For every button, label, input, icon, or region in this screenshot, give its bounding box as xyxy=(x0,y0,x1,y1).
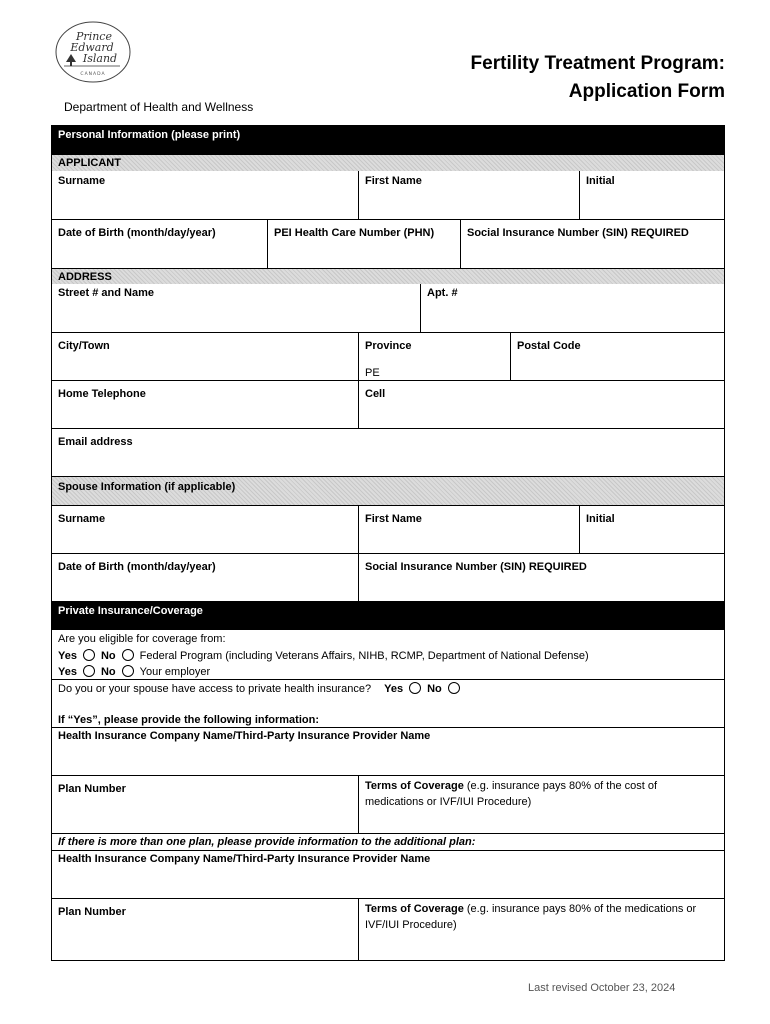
spouse-sin-label: Social Insurance Number (SIN) REQUIRED xyxy=(365,561,587,573)
logo-word-2: Edward xyxy=(70,41,114,54)
eligibility-question: Are you eligible for coverage from: xyxy=(58,633,226,645)
terms-of-coverage-2-example: (e.g. insurance pays 80% of the medications or IVF/IUI Procedure) xyxy=(365,903,697,931)
spouse-surname-label: Surname xyxy=(58,513,106,525)
applicant-surname-field[interactable] xyxy=(52,171,358,219)
plan-number-field[interactable] xyxy=(52,775,358,833)
title-line-2: Application Form xyxy=(568,81,725,102)
insurance-company-2-field[interactable] xyxy=(52,850,724,898)
email-field[interactable] xyxy=(52,428,724,476)
spouse-dob-label: Date of Birth (month/day/year) xyxy=(58,561,216,573)
tree-icon xyxy=(66,54,76,66)
logo-word-4: CANADA xyxy=(80,72,106,77)
employer-yes-radio[interactable] xyxy=(83,665,95,677)
apt-field[interactable] xyxy=(420,284,724,332)
applicant-initial-field[interactable] xyxy=(579,171,724,219)
city-label: City/Town xyxy=(58,340,110,352)
federal-yes-radio[interactable] xyxy=(83,649,95,661)
applicant-label: APPLICANT xyxy=(52,155,724,171)
home-telephone-field[interactable] xyxy=(52,380,358,428)
personal-info-header: Personal Information (please print) xyxy=(52,126,724,155)
application-form xyxy=(51,125,725,961)
terms-of-coverage-field[interactable] xyxy=(358,775,724,833)
applicant-first-name-label: First Name xyxy=(365,175,422,187)
insurance-company-2-label: Health Insurance Company Name/Third-Party Insurance Provider Name xyxy=(58,853,431,865)
city-field[interactable] xyxy=(52,332,358,380)
logo-word-3: Island xyxy=(82,52,118,65)
home-telephone-label: Home Telephone xyxy=(58,388,146,400)
cell-label: Cell xyxy=(365,388,386,400)
employer-row xyxy=(58,665,210,678)
street-label: Street # and Name xyxy=(58,287,154,299)
title-line-1: Fertility Treatment Program: xyxy=(470,53,725,74)
applicant-surname-label: Surname xyxy=(58,175,106,187)
applicant-dob-field[interactable] xyxy=(52,219,267,268)
applicant-phn-field[interactable] xyxy=(267,219,460,268)
spouse-sin-field[interactable] xyxy=(358,553,724,601)
applicant-sin-label: Social Insurance Number (SIN) REQUIRED xyxy=(467,227,689,239)
if-yes-instruction: If “Yes”, please provide the following information: xyxy=(58,714,319,726)
eligibility-block xyxy=(52,630,724,680)
private-insurance-block xyxy=(52,679,724,727)
email-label: Email address xyxy=(58,436,133,448)
terms-of-coverage-2-field[interactable] xyxy=(358,898,724,960)
federal-no-label: No xyxy=(100,650,116,662)
apt-label: Apt. # xyxy=(427,287,458,299)
spouse-initial-field[interactable] xyxy=(579,505,724,553)
applicant-sin-field[interactable] xyxy=(460,219,724,268)
spouse-initial-label: Initial xyxy=(586,513,615,525)
applicant-dob-label: Date of Birth (month/day/year) xyxy=(58,227,216,239)
spouse-first-name-field[interactable] xyxy=(358,505,579,553)
private-insurance-row xyxy=(58,682,466,695)
terms-of-coverage-example: (e.g. insurance pays 80% of the cost of medications or IVF/IUI Procedure) xyxy=(365,780,658,808)
federal-program-row xyxy=(58,649,589,662)
spouse-first-name-label: First Name xyxy=(365,513,422,525)
applicant-phn-label: PEI Health Care Number (PHN) xyxy=(274,227,435,239)
employer-no-label: No xyxy=(100,666,116,678)
spouse-dob-field[interactable] xyxy=(52,553,358,601)
address-label: ADDRESS xyxy=(52,268,724,284)
street-field[interactable] xyxy=(52,284,420,332)
federal-yes-label: Yes xyxy=(58,650,77,662)
employer-yes-label: Yes xyxy=(58,666,77,678)
province-value: PE xyxy=(365,367,380,379)
employer-label: Your employer xyxy=(139,666,211,678)
province-label: Province xyxy=(365,340,412,352)
province-field[interactable] xyxy=(358,332,510,380)
last-revised: Last revised October 23, 2024 xyxy=(528,982,676,994)
additional-plan-instruction-row xyxy=(52,833,724,850)
insurance-company-field[interactable] xyxy=(52,727,724,775)
department-name: Department of Health and Wellness xyxy=(64,100,254,114)
federal-no-radio[interactable] xyxy=(122,649,134,661)
private-no-label: No xyxy=(427,683,442,695)
plan-number-2-field[interactable] xyxy=(52,898,358,960)
private-yes-radio[interactable] xyxy=(409,682,421,694)
page-title xyxy=(471,50,725,106)
plan-number-label: Plan Number xyxy=(58,783,126,795)
insurance-header: Private Insurance/Coverage xyxy=(52,601,724,630)
applicant-first-name-field[interactable] xyxy=(358,171,579,219)
spouse-info-header: Spouse Information (if applicable) xyxy=(52,476,724,505)
postal-code-field[interactable] xyxy=(510,332,724,380)
employer-no-radio[interactable] xyxy=(122,665,134,677)
cell-field[interactable] xyxy=(358,380,724,428)
insurance-company-label: Health Insurance Company Name/Third-Party Insurance Provider Name xyxy=(58,730,431,742)
private-insurance-question: Do you or your spouse have access to private health insurance? xyxy=(58,683,372,695)
pei-logo xyxy=(54,20,132,84)
private-yes-label: Yes xyxy=(384,683,404,695)
federal-program-label: Federal Program (including Veterans Affairs, NIHB, RCMP, Department of National Defense) xyxy=(139,650,589,662)
private-no-radio[interactable] xyxy=(448,682,460,694)
spouse-surname-field[interactable] xyxy=(52,505,358,553)
plan-number-2-label: Plan Number xyxy=(58,906,126,918)
postal-code-label: Postal Code xyxy=(517,340,581,352)
applicant-initial-label: Initial xyxy=(586,175,615,187)
terms-of-coverage-label: Terms of Coverage xyxy=(365,780,464,792)
logo-word-1: Prince xyxy=(76,30,112,43)
additional-plan-instruction: If there is more than one plan, please provide information to the additional plan: xyxy=(58,836,476,848)
terms-of-coverage-2-label: Terms of Coverage xyxy=(365,903,464,915)
